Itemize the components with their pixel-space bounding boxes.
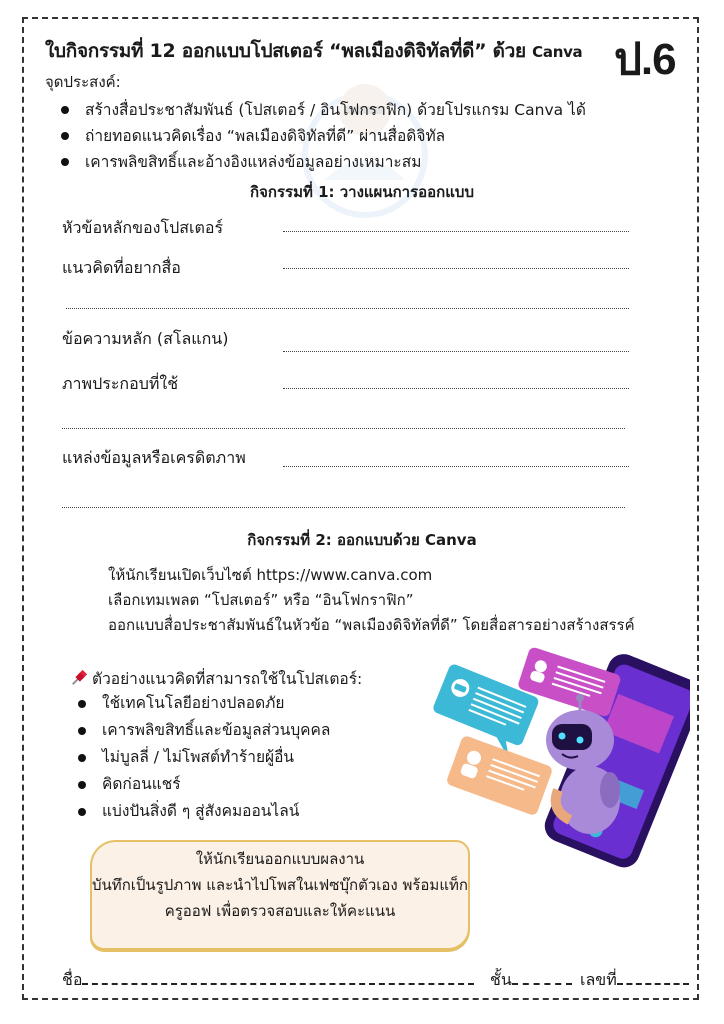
instruction-line: เลือกเทมเพลต “โปสเตอร์” หรือ “อินโฟกราฟิก”: [108, 591, 414, 609]
concept-input-line-2[interactable]: [66, 308, 629, 309]
field-label-topic: หัวข้อหลักของโปสเตอร์: [62, 218, 224, 237]
objective-item: ถ่ายทอดแนวคิดเรื่อง “พลเมืองดิจิทัลที่ดี” ผ่านสื่อดิจิทัล: [45, 123, 586, 149]
page-title: [45, 36, 582, 66]
example-item: คิดก่อนแชร์: [62, 771, 330, 798]
name-label: ชื่อ: [62, 970, 83, 989]
concept-input-line[interactable]: [283, 268, 629, 269]
pushpin-icon: [70, 669, 88, 687]
robot-phone-illustration: [430, 640, 690, 880]
objectives-list: [45, 97, 586, 175]
name-input-line[interactable]: [82, 971, 474, 985]
field-label-source: แหล่งข้อมูลหรือเครดิตภาพ: [62, 448, 246, 467]
topic-input-line[interactable]: [283, 231, 629, 232]
title-canva: Canva: [532, 43, 583, 61]
objectives-heading: จุดประสงค์:: [45, 73, 121, 91]
objective-item: สร้างสื่อประชาสัมพันธ์ (โปสเตอร์ / อินโฟกราฟิก) ด้วยโปรแกรม Canva ได้: [45, 97, 586, 123]
illustration-input-line[interactable]: [283, 388, 629, 389]
example-item: แบ่งปันสิ่งดี ๆ สู่สังคมออนไลน์: [62, 798, 330, 825]
example-item: ใช้เทคโนโลยีอย่างปลอดภัย: [62, 690, 330, 717]
field-label-slogan: ข้อความหลัก (สโลแกน): [62, 329, 229, 348]
examples-heading-text: ตัวอย่างแนวคิดที่สามารถใช้ในโปสเตอร์:: [92, 670, 363, 688]
callout-line-3: ครูออฟ เพื่อตรวจสอบและให้คะแนน: [164, 902, 396, 920]
activity1-heading: กิจกรรมที่ 1: วางแผนการออกแบบ: [250, 183, 474, 201]
slogan-input-line[interactable]: [283, 351, 629, 352]
field-label-concept: แนวคิดที่อยากสื่อ: [62, 258, 181, 277]
number-field: [580, 968, 689, 993]
submission-note: [90, 840, 470, 950]
activity2-heading: กิจกรรมที่ 2: ออกแบบด้วย Canva: [247, 531, 477, 549]
illustration-input-line-2[interactable]: [62, 428, 625, 429]
number-label: เลขที่: [580, 970, 617, 989]
examples-list: [62, 690, 330, 825]
class-input-line[interactable]: [512, 971, 572, 985]
number-input-line[interactable]: [617, 971, 689, 985]
field-label-illustration: ภาพประกอบที่ใช้: [62, 374, 179, 393]
callout-line-1: ให้นักเรียนออกแบบผลงาน: [195, 850, 365, 868]
grade-label: ป.6: [614, 35, 676, 84]
examples-heading: [70, 666, 362, 691]
example-item: ไม่บูลลี่ / ไม่โพสต์ทำร้ายผู้อื่น: [62, 744, 330, 771]
example-item: เคารพลิขสิทธิ์และข้อมูลส่วนบุคคล: [62, 717, 330, 744]
source-input-line-2[interactable]: [62, 507, 625, 508]
source-input-line[interactable]: [283, 466, 629, 467]
title-text: ใบกิจกรรมที่ 12 ออกแบบโปสเตอร์ “พลเมืองดิจิทัลที่ดี” ด้วย: [45, 40, 526, 62]
instruction-line: ออกแบบสื่อประชาสัมพันธ์ในหัวข้อ “พลเมืองดิจิทัลที่ดี” โดยสื่อสารอย่างสร้างสรรค์: [108, 616, 635, 634]
class-label: ชั้น: [490, 970, 512, 989]
class-field: [490, 968, 572, 993]
objective-item: เคารพลิขสิทธิ์และอ้างอิงแหล่งข้อมูลอย่างเหมาะสม: [45, 149, 586, 175]
callout-line-2: บันทึกเป็นรูปภาพ และนำไปโพสในเฟซบุ๊กตัวเอง พร้อมแท็ก: [92, 876, 468, 894]
name-field: [62, 968, 474, 993]
instruction-line: ให้นักเรียนเปิดเว็บไซต์ https://www.canva.com: [108, 566, 433, 584]
